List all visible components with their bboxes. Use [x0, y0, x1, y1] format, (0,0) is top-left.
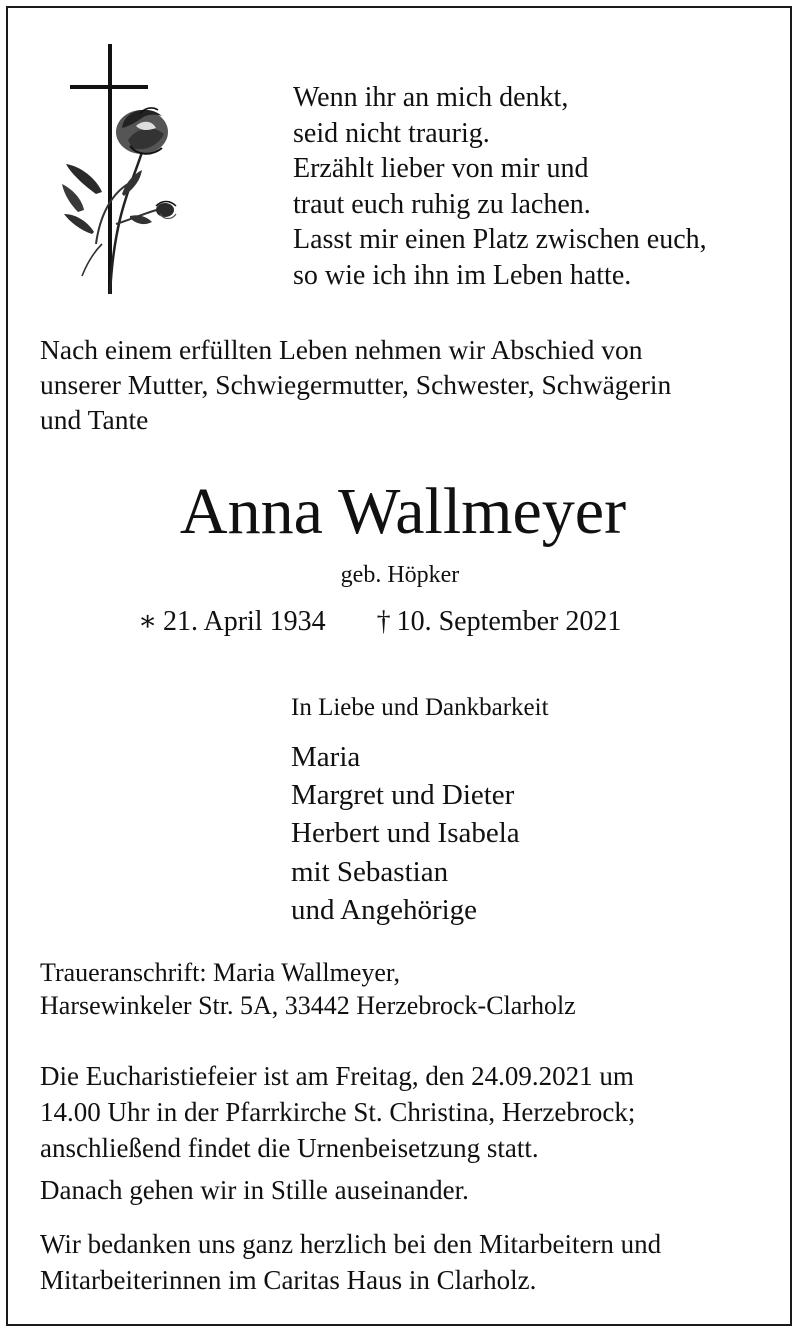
- intro-line: und Tante: [40, 404, 149, 435]
- service-info: [40, 1058, 770, 1166]
- farewell-intro: [40, 332, 770, 437]
- poem-line: traut euch ruhig zu lachen.: [293, 188, 591, 220]
- address-line: Harsewinkeler Str. 5A, 33442 Herzebrock-Clarholz: [40, 991, 576, 1020]
- cross-with-rose-icon: [52, 44, 192, 296]
- death-date: 10. September 2021: [396, 606, 622, 637]
- poem-line: Erzählt lieber von mir und: [293, 153, 589, 184]
- closing-thanks: [40, 1226, 770, 1298]
- life-dates: [138, 604, 621, 640]
- mourners-list: [291, 738, 520, 929]
- poem-line: seid nicht traurig.: [293, 117, 490, 149]
- service-line: anschließend findet die Urnenbeisetzung statt.: [40, 1133, 539, 1163]
- closing-line: Mitarbeiterinnen im Caritas Haus in Clarholz.: [40, 1265, 537, 1295]
- poem-line: so wie ich ihn im Leben hatte.: [293, 259, 632, 291]
- thanks-line: In Liebe und Dankbarkeit: [291, 694, 549, 721]
- poem-line: Lasst mir einen Platz zwischen euch,: [293, 224, 707, 255]
- deceased-name: Anna Wallmeyer: [179, 475, 627, 548]
- closing-line: Wir bedanken uns ganz herzlich bei den Mitarbeitern und: [40, 1229, 662, 1259]
- mourning-address: [40, 956, 576, 1022]
- birth-symbol: ∗: [138, 606, 158, 637]
- birth-name: geb. Höpker: [340, 562, 460, 588]
- mourner-line: mit Sebastian: [291, 855, 449, 888]
- address-line: Traueranschrift: Maria Wallmeyer,: [40, 958, 401, 987]
- mourner-line: Maria: [291, 741, 361, 773]
- mourner-line: Margret und Dieter: [291, 779, 515, 812]
- death-symbol: †: [376, 606, 391, 637]
- poem-line: Wenn ihr an mich denkt,: [293, 82, 569, 113]
- silence-note: Danach gehen wir in Stille auseinander.: [40, 1175, 469, 1205]
- birth-date: 21. April 1934: [163, 606, 326, 637]
- service-line: Die Eucharistiefeier ist am Freitag, den 24.09.2021 um: [40, 1061, 634, 1091]
- service-line: 14.00 Uhr in der Pfarrkirche St. Christina, Herzebrock;: [40, 1097, 636, 1127]
- intro-line: unserer Mutter, Schwiegermutter, Schwester, Schwägerin: [40, 369, 672, 400]
- poem: [293, 80, 707, 293]
- mourner-line: Herbert und Isabela: [291, 817, 520, 850]
- mourner-line: und Angehörige: [291, 893, 478, 926]
- intro-line: Nach einem erfüllten Leben nehmen wir Abschied von: [40, 334, 643, 365]
